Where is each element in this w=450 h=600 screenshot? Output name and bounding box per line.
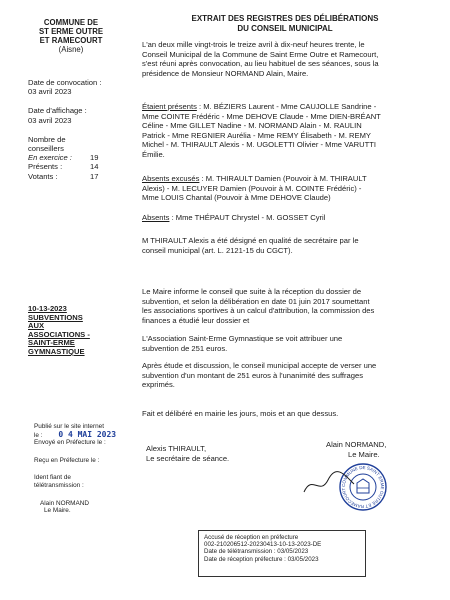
excuses-line: Mme LOUIS Chantal (Pouvoir à Mme DEHOVE Claude) [142,193,331,203]
body-line: subvention de 251 euros. [142,343,228,353]
votants-value: 17 [90,171,99,181]
header-title: EXTRAIT DES REGISTRES DES DÉLIBÉRATIONS [191,14,379,23]
affichage-label: Date d'affichage : [28,106,87,116]
presents-line: Michel - M. THIRAULT Alexis - M. UGOLETTI Olivier - Mme VARUTTI [142,140,377,150]
votants-row [28,172,128,181]
presents-row [28,162,128,171]
deliberation-subject: ASSOCIATIONS - [28,329,90,339]
presents-value: 14 [90,162,99,172]
secretary-signature [146,444,276,463]
votants-label: Votants : [28,171,58,181]
absents-heading: Absents [142,213,170,222]
body-line: Le Maire informe le conseil que suite à la réception du dossier de [142,287,362,296]
seal-text: COMMUNE DE SAINT ERME OUTRE ET RAMECOURT [340,464,386,510]
intro-line: s'est réuni après convocation, au lieu habituel de ses séances, sous la [142,59,379,69]
presents-line: Patrick - Mme REGNIER Aurélia - Mme REMY Élisabeth - M. REMY [142,130,371,140]
prefecture-receipt-box [198,530,366,577]
receipt-line: Accusé de réception en préfecture [204,534,299,541]
secretary-paragraph [142,236,430,255]
excuses-line: Alexis) - M. LECUYER Damien (Pouvoir à M. COINTE Frédéric) - [142,183,362,193]
excuses-paragraph [142,174,430,203]
body-line: Après étude et discussion, le conseil municipal accepte de verser une [142,361,377,370]
presents-line: Céline - Mme GILLET Nadine - M. NORMAND Alain - M. RAULIN [142,121,362,131]
intro-paragraph [142,40,430,78]
secretary-name: Alexis THIRAULT, [146,444,207,453]
deliberation-subject: AUX [28,321,45,331]
deliberation-subject: SUBVENTIONS [28,312,83,322]
body-line: subvention, et selon la délibération en date 01 juin 2017 soumettant [142,296,370,306]
presents-line: Mme COINTE Frédéric - Mme DEHOVE Claude - Mme DIEN-BRÉANT [142,111,381,121]
ident-label: télétransmission : [34,481,84,489]
presents-heading: Étaient présents [142,102,197,111]
commune-heading [22,18,120,54]
body-line: L'Association Saint-Erme Gymnastique se voit attribuer une [142,334,343,343]
body-line: les associations sportives à un calcul d'attribution, la commission des [142,306,375,316]
publication-block [34,423,134,515]
receipt-id: 002-210206512-20230413-10-13-2023-DE [204,541,322,549]
closing-statement [142,409,430,419]
body-line: subvention d'un montant de 251 euros à l'unanimité des suffrages [142,370,364,380]
recu-label: Reçu en Préfecture le : [34,456,100,464]
deliberation-reference [28,305,128,357]
deliberation-subject: SAINT-ERME [28,338,75,348]
commune-line: ST ERME OUTRE [38,27,104,36]
excuses-heading: Absents excusés [142,174,200,183]
presents-line: Étaient présents : M. BÉZIERS Laurent - Mme CAUJOLLE Sandrine - [142,102,377,111]
publie-label: Publié sur le site internet [34,423,104,430]
absents-line: Absents : Mme THÉPAUT Chrystel - M. GOSSET Cyril [142,213,326,222]
mayor-name: Alain NORMAND, [326,440,387,449]
commune-line: (Aisne) [58,45,84,54]
closing-line: Fait et délibéré en mairie les jours, mois et an que dessus. [142,409,339,418]
commune-line: ET RAMECOURT [39,36,103,45]
mayor-role: Le Maire. [348,449,380,459]
presents-paragraph [142,102,430,160]
mayor-signature-scribble [300,470,360,500]
secretary-line: M THIRAULT Alexis a été désigné en qualité de secrétaire par le [142,236,359,245]
intro-line: Conseil Municipal de la Commune de Saint Erme Outre et Ramecourt, [142,49,379,59]
publie-date-row [34,431,134,440]
excuses-line: Absents excusés : M. THIRAULT Damien (Pouvoir à M. THIRAULT [142,174,367,183]
document-header [150,14,420,34]
exercice-row [28,153,128,162]
exercice-value: 19 [90,153,99,163]
convocation-label: Date de convocation : [28,78,102,87]
body-paragraph-2 [142,334,430,353]
body-line: exprimés. [142,380,175,390]
exercice-label: En exercice : [28,153,72,163]
convocation-date: 03 avril 2023 [28,87,72,97]
intro-line: L'an deux mille vingt-trois le treize avril à dix-neuf heures trente, le [142,40,365,49]
presents-line: Émilie. [142,149,165,159]
envoye-label: Envoyé en Préfecture le : [34,439,106,447]
deliberation-subject: GYMNASTIQUE [28,346,85,356]
publication-signatory-name: Alain NORMAND [40,499,90,507]
secretary-line: conseil municipal (art. L. 2121-15 du CGCT). [142,245,293,255]
body-line: finances a étudié leur dossier et [142,315,250,325]
conseillers-label: conseillers [28,144,64,154]
header-subtitle: DU CONSEIL MUNICIPAL [237,24,333,33]
affichage-date: 03 avril 2023 [28,115,72,125]
absents-paragraph [142,213,430,223]
presents-label: Présents : [28,162,63,172]
publication-signatory-role: Le Maire. [44,507,71,515]
intro-line: présidence de Monsieur NORMAND Alain, Maire. [142,68,309,78]
receipt-line: Date de réception préfecture : 03/05/2023 [204,555,319,563]
meeting-meta [28,78,128,181]
secretary-role: Le secrétaire de séance. [146,453,230,463]
body-paragraph-1 [142,287,430,325]
body-paragraph-3 [142,361,430,390]
publication-date-stamp: 0 4 MAI 2023 [58,429,117,439]
ident-label: Ident fiant de [34,474,71,482]
conseillers-label: Nombre de [28,134,66,144]
commune-line: COMMUNE DE [43,18,99,27]
receipt-line: Date de télétransmission : 03/05/2023 [204,548,309,556]
deliberation-number: 10-13-2023 [28,304,67,313]
publie-le-label: le : [34,431,43,439]
mayor-signature [326,440,426,459]
